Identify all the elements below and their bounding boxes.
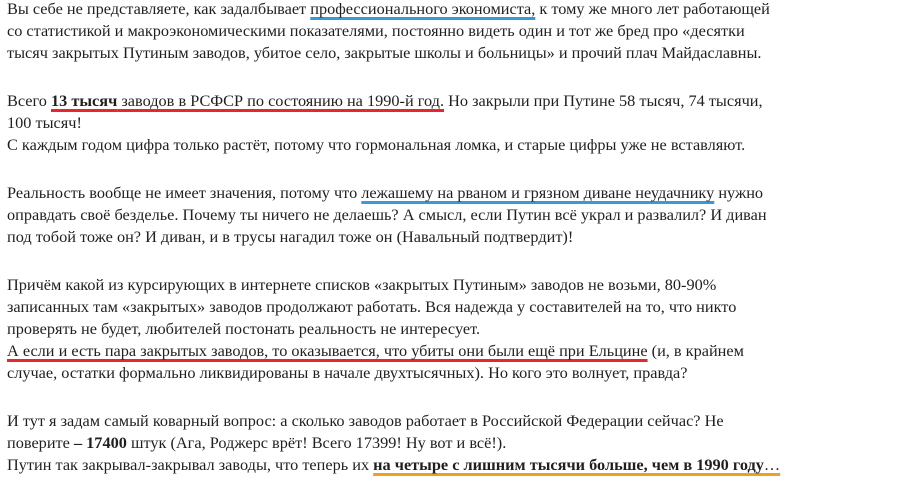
text-span: нужно [714,183,764,202]
text-span: со статистикой и макроэкономическими показателями, постоянно видеть один и тот же бред про «десятки [7,21,745,40]
text-line [7,42,762,64]
text-span: И тут я задам самый коварный вопрос: а сколько заводов работает в Российской Федерации сейчас? Не [7,411,724,430]
text-span: Но закрыли при Путине 58 тысяч, 74 тысячи, [444,91,763,110]
underlined-text: 13 тысяч [51,91,118,110]
text-span: к тому же много лет работающей [535,0,770,18]
text-span: С каждым годом цифра только растёт, потому что гормональная ломка, и старые цифры уже не вставляют. [7,135,746,154]
underlined-text: заводов в РСФСР по состоянию на 1990-й год. [117,91,445,110]
text-span: 100 тысяч! [7,113,82,132]
text-span: проверять не будет, любителей постонать реальность не интересует. [7,319,481,338]
text-line [7,20,745,42]
text-line [7,0,770,20]
text-span: Путин так закрывал-закрывал заводы, что теперь их [7,455,374,474]
underlined-text: лежашему на рваном и грязном диване неудачнику [361,183,715,202]
text-span: Реальность вообще не имеет значения, потому что [7,183,362,202]
text-span: Причём какой из курсирующих в интернете списков «закрытых Путиным» заводов не возьми, 80-90% [7,275,717,294]
text-line [7,204,767,226]
text-span: оправдать своё безделье. Почему ты ничего не делаешь? А смысл, если Путин всё украл и развалил? И диван [7,205,767,224]
underlined-text: на четыре с лишним тысячи больше, чем в 1990 году [373,455,764,474]
text-line [7,90,763,112]
text-line [7,432,506,454]
text-line [7,454,780,476]
underlined-text: профессионального экономиста, [310,0,536,18]
underlined-text: … [763,455,781,474]
text-line [7,296,736,318]
text-span: поверите [7,433,74,452]
text-span: (и, в крайнем [647,341,744,360]
text-span: Всего [7,91,51,110]
text-span: случае, остатки формально ликвидированы в начале двухтысячных). Но кого это волнует, правда? [7,363,688,382]
underlined-text: А если и есть пара закрытых заводов, то оказывается, что убиты они были ещё при Ельцине [7,341,648,360]
text-line [7,182,763,204]
text-line [7,112,82,134]
text-line [7,134,745,156]
text-line [7,226,573,248]
text-span: штук (Ага, Роджерс врёт! Всего 17399! Ну вот и всё!). [126,433,507,452]
text-span: Вы себе не представляете, как задалбывает [7,0,311,18]
text-span: тысяч закрытых Путиным заводов, убитое село, закрытые школы и больницы» и прочий плач Майдаславны. [7,43,762,62]
text-line [7,340,744,362]
text-line [7,274,716,296]
text-line [7,410,724,432]
text-line [7,362,687,384]
text-line [7,318,480,340]
bold-text: – 17400 [73,433,127,452]
text-span: записанных там «закрытых» заводов продолжают работать. Вся надежда у составителей на то, что никто [7,297,737,316]
text-span: под тобой тоже он? И диван, и в трусы нагадил тоже он (Навальный подтвердит)! [7,227,574,246]
